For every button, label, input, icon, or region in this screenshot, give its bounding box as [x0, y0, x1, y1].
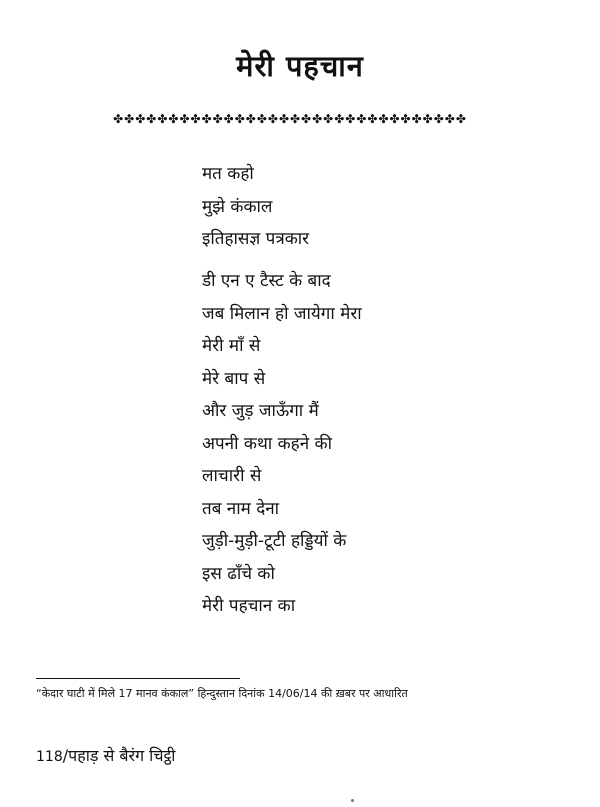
footnote: “केदार घाटी में मिले 17 मानव कंकाल” हिन्दुस्तान दिनांक 14/06/14 की ख़बर पर आधारित: [36, 687, 408, 700]
poem-line: डी एन ए टैस्ट के बाद: [202, 271, 331, 291]
page-footer: [36, 744, 175, 766]
poem-stanza-1: [202, 158, 309, 256]
scan-mark: [351, 799, 354, 802]
poem-line: और जुड़ जाऊँगा मैं: [202, 401, 319, 421]
poem-line: अपनी कथा कहने की: [202, 433, 332, 454]
poem-line: जुड़ी-मुड़ी-टूटी हड्डियों के: [202, 531, 347, 551]
poem-line: लाचारी से: [202, 466, 262, 486]
poem-line: इस ढाँचे को: [202, 563, 275, 584]
poem-line: जब मिलान हो जायेगा मेरा: [202, 303, 362, 324]
poem-line: मुझे कंकाल: [202, 196, 273, 217]
footnote-divider: [36, 678, 240, 679]
poem-line: मेरी पहचान का: [202, 596, 296, 616]
poem-line: इतिहासज्ञ पत्रकार: [202, 229, 310, 249]
page-number: 118: [36, 749, 63, 765]
poem-stanza-2: [202, 265, 362, 623]
poem-line: तब नाम देना: [202, 498, 280, 519]
poem-line: मेरे बाप से: [202, 368, 266, 389]
poem-line: मेरी माँ से: [202, 336, 261, 356]
page-title: मेरी पहचान: [236, 49, 364, 83]
footer-separator: /: [62, 746, 69, 765]
book-title: पहाड़ से बैरंग चिट्ठी: [68, 746, 176, 765]
poem-line: मत कहो: [202, 164, 254, 184]
ornamental-divider: ✤✤✤✤✤✤✤✤✤✤✤✤✤✤✤✤✤✤✤✤✤✤✤✤✤✤✤✤✤✤✤✤: [113, 112, 467, 126]
